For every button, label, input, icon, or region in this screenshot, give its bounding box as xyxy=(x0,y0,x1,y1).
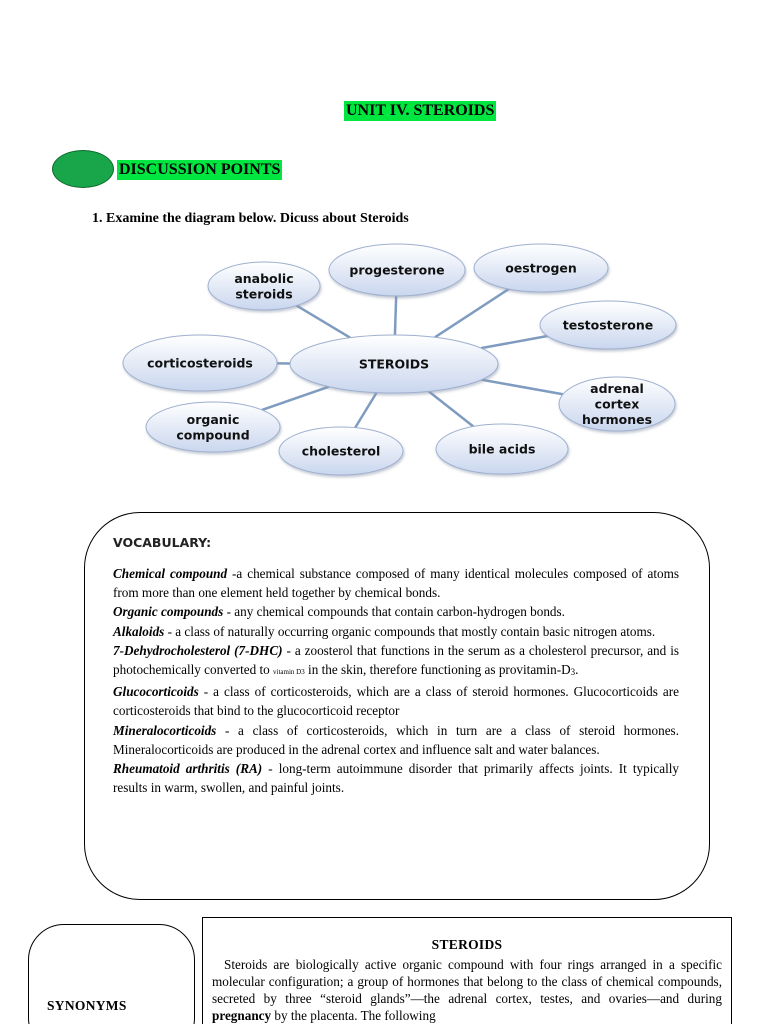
node-label: corticosteroids xyxy=(147,355,253,371)
diagram-node-anabolic-steroids xyxy=(208,262,320,310)
paragraph-text: Steroids are biologically active organic compound with four rings arranged in a specific molecular configuration; a group of hormones that belong to the class of chemical compounds, secreted by three “steroid glands”—the adrenal cortex, testes, and ovaries—and during xyxy=(212,957,722,1006)
definition: . xyxy=(575,662,579,678)
definition: - long-term autoimmune disorder that primarily affects joints. It typically results in warm, swollen, and painful joints. xyxy=(113,761,679,796)
node-label: compound xyxy=(176,427,250,443)
definition: -a chemical substance composed of many identical molecules composed of atoms from more than one element held together by chemical bonds. xyxy=(113,566,680,601)
diagram-node-testosterone xyxy=(540,301,676,349)
definition: in the skin, therefore functioning as provitamin-D xyxy=(304,662,571,678)
definition: - any chemical compounds that contain carbon-hydrogen bonds. xyxy=(223,604,565,620)
term: Chemical compound xyxy=(113,566,228,581)
diagram-node-organic-compound xyxy=(146,402,280,452)
term: Glucocorticoids xyxy=(113,684,199,700)
node-label: oestrogen xyxy=(505,260,577,276)
definition: - a class of naturally occurring organic compounds that mostly contain basic nitrogen atoms. xyxy=(164,623,656,639)
synonyms-label: SYNONYMS xyxy=(47,998,127,1013)
connector-line xyxy=(429,391,474,426)
connector-line xyxy=(481,380,562,395)
connector-line xyxy=(395,296,396,335)
node-label: progesterone xyxy=(349,262,445,278)
node-label: bile acids xyxy=(468,441,536,457)
definition: - a zoosterol that functions in the serum as a cholesterol precursor, and is photochemically converted to xyxy=(113,642,679,678)
term: Alkaloids xyxy=(113,623,165,639)
definition: - a class of corticosteroids, which are a class of steroid hormones. Glucocorticoids are corticosteroids that bind to the glucocorticoid receptor xyxy=(113,684,679,719)
node-label: organic xyxy=(186,411,240,427)
diagram-node-cholesterol xyxy=(279,427,403,475)
node-label: hormones xyxy=(581,412,653,427)
vocabulary-heading: VOCABULARY: xyxy=(113,535,212,550)
node-label: steroids xyxy=(235,286,293,302)
term: Rheumatoid arthritis (RA) xyxy=(113,761,263,777)
node-label: STEROIDS xyxy=(358,356,430,372)
steroids-paragraph xyxy=(212,956,722,1024)
node-label: cholesterol xyxy=(301,443,381,459)
node-label: anabolic xyxy=(234,270,294,286)
unit-title: UNIT IV. STEROIDS xyxy=(346,102,495,119)
diagram-center-node xyxy=(290,335,498,393)
diagram-node-oestrogen xyxy=(474,244,608,292)
discussion-points-heading: DISCUSSION POINTS xyxy=(119,161,281,178)
question-text: 1. Examine the diagram below. Dicuss about Steroids xyxy=(92,211,409,226)
subscript: 3 xyxy=(570,667,576,678)
definition-small: vitamin D3 xyxy=(273,668,305,677)
paragraph-text: by the placenta. The following xyxy=(271,1008,436,1023)
connector-line xyxy=(355,393,376,428)
paragraph-bold: pregnancy xyxy=(212,1008,272,1023)
connector-line xyxy=(435,289,509,337)
definition: - a class of corticosteroids, which in turn are a class of steroid hormones. Mineralocorticoids are produced in the adrenal cortex and influence salt and water balances. xyxy=(113,722,679,757)
node-label: testosterone xyxy=(562,317,654,333)
node-label: cortex xyxy=(594,396,640,412)
diagram-node-progesterone xyxy=(329,244,465,296)
term: Mineralocorticoids xyxy=(113,722,217,738)
connector-line xyxy=(262,387,329,410)
diagram-node-bile-acids xyxy=(436,424,568,474)
steroids-box-title: STEROIDS xyxy=(431,937,503,952)
term: Organic compounds xyxy=(113,604,224,620)
term: 7-Dehydrocholesterol (7-DHC) xyxy=(113,642,283,658)
diagram-node-corticosteroids xyxy=(123,335,277,391)
connector-line xyxy=(297,306,351,338)
steroids-diagram xyxy=(0,0,768,500)
node-label: adrenal xyxy=(590,381,644,396)
vocabulary-list xyxy=(113,564,679,797)
diagram-node-adrenal-cortex-hormones xyxy=(559,377,675,431)
connector-line xyxy=(481,336,548,348)
